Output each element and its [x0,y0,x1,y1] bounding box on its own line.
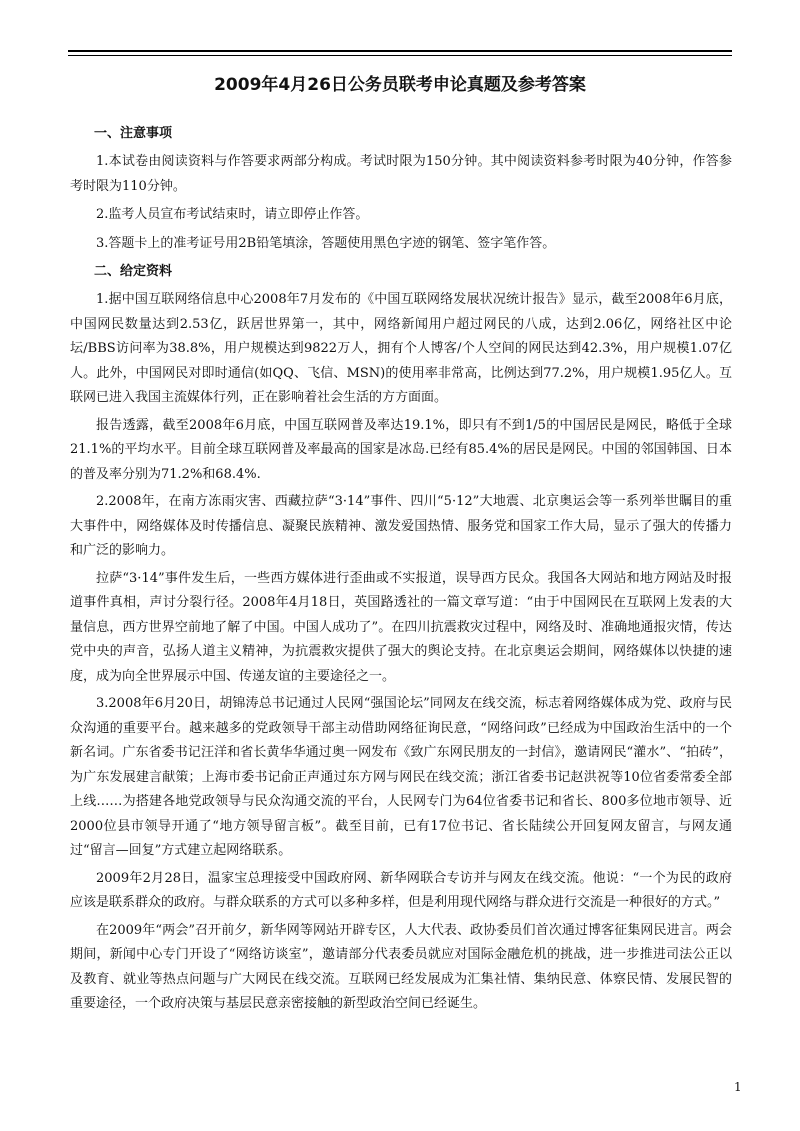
document-title: 2009年4月26日公务员联考申论真题及参考答案 [214,75,586,95]
material-paragraph: 拉萨“3·14”事件发生后，一些西方媒体进行歪曲或不实报道，误导西方民众。我国各大网站和地方网站及时报道事件真相，声讨分裂行径。2008年4月18日，英国路透社的一篇文章写道：“由于中国网民在互联网上发表的大量信息，西方世界空前地了解了中国。中国人成功了”。在四川抗震救灾过程中，网络及时、准确地通报灾情，传达党中央的声音，弘扬人道主义精神，为抗震救灾提供了强大的舆论支持。在北京奥运会期间，网络媒体以快捷的速度，成为向全世界展示中国、传递友谊的主要途径之一。 [70,570,732,684]
material-paragraph: 2.2008年，在南方冻雨灾害、西藏拉萨“3·14”事件、四川“5·12”大地震、北京奥运会等一系列举世瞩目的重大事件中，网络媒体及时传播信息、凝聚民族精神、激发爱国热情、服务党和国家工作大局，显示了强大的传播力和广泛的影响力。 [70,494,732,558]
document-body [70,122,732,1020]
material-paragraph: 2009年2月28日，温家宝总理接受中国政府网、新华网联合专访并与网友在线交流。他说：“一个为民的政府应该是联系群众的政府。与群众联系的方式可以多种多样，但是利用现代网络与群众进行交流是一种很好的方式。” [70,870,732,910]
page-number: 1 [734,1080,742,1094]
material-paragraph: 1.据中国互联网络信息中心2008年7月发布的《中国互联网络发展状况统计报告》显示，截至2008年6月底，中国网民数量达到2.53亿，跃居世界第一，其中，网络新闻用户超过网民的八成，达到2.06亿，网络社区中论坛/BBS访问率为38.8%，用户规模达到9822万人，拥有个人博客/个人空间的网民达到42.3%，用户规模1.07亿人。此外，中国网民对即时通信(如QQ、飞信、MSN)的使用率非常高，比例达到77.2%，用户规模1.95亿人。互联网已进入我国主流媒体行列，正在影响着社会生活的方方面面。 [70,292,732,405]
note-item: 3.答题卡上的准考证号用2B铅笔填涂，答题使用黑色字迹的钢笔、签字笔作答。 [96,235,556,251]
material-paragraph: 在2009年“两会”召开前夕，新华网等网站开辟专区，人大代表、政协委员们首次通过博客征集网民进言。两会期间，新闻中心专门开设了“网络访谈室”，邀请部分代表委员就应对国际金融危机的挑战，进一步推进司法公正以及教育、就业等热点问题与广大网民在线交流。互联网已经发展成为汇集社情、集纳民意、体察民情、发展民智的重要途径，一个政府决策与基层民意亲密接触的新型政治空间已经诞生。 [70,922,732,1011]
note-item: 2.监考人员宣布考试结束时，请立即停止作答。 [96,207,369,222]
note-item: 1.本试卷由阅读资料与作答要求两部分构成。考试时限为150分钟。其中阅读资料参考时限为40分钟，作答参考时限为110分钟。 [70,154,732,194]
section-heading-notes: 一、注意事项 [94,126,173,141]
header-rule-thick [68,50,732,52]
material-paragraph: 报告透露，截至2008年6月底，中国互联网普及率达19.1%，即只有不到1/5的中国居民是网民，略低于全球21.1%的平均水平。目前全球互联网普及率最高的国家是冰岛.已经有85.4%的居民是网民。中国的邻国韩国、日本的普及率分别为71.2%和68.4%. [70,417,732,482]
section-heading-materials: 二、给定资料 [94,264,173,279]
material-paragraph: 3.2008年6月20日，胡锦涛总书记通过人民网“强国论坛”同网友在线交流，标志着网络媒体成为党、政府与民众沟通的重要平台。越来越多的党政领导干部主动借助网络征询民意，“网络问政”已经成为中国政治生活中的一个新名词。广东省委书记汪洋和省长黄华华通过奥一网发布《致广东网民朋友的一封信》，邀请网民“灌水”、“拍砖”，为广东发展建言献策；上海市委书记俞正声通过东方网与网民在线交流；浙江省委书记赵洪祝等10位省委常委全部上线……为搭建各地党政领导与民众沟通交流的平台，人民网专门为64位省委书记和省长、800多位地市领导、近2000位县市领导开通了“地方领导留言板”。截至目前，已有17位书记、省长陆续公开回复网友留言，与网友通过“留言—回复”方式建立起网络联系。 [70,696,732,858]
header-rule-thin [68,55,732,56]
